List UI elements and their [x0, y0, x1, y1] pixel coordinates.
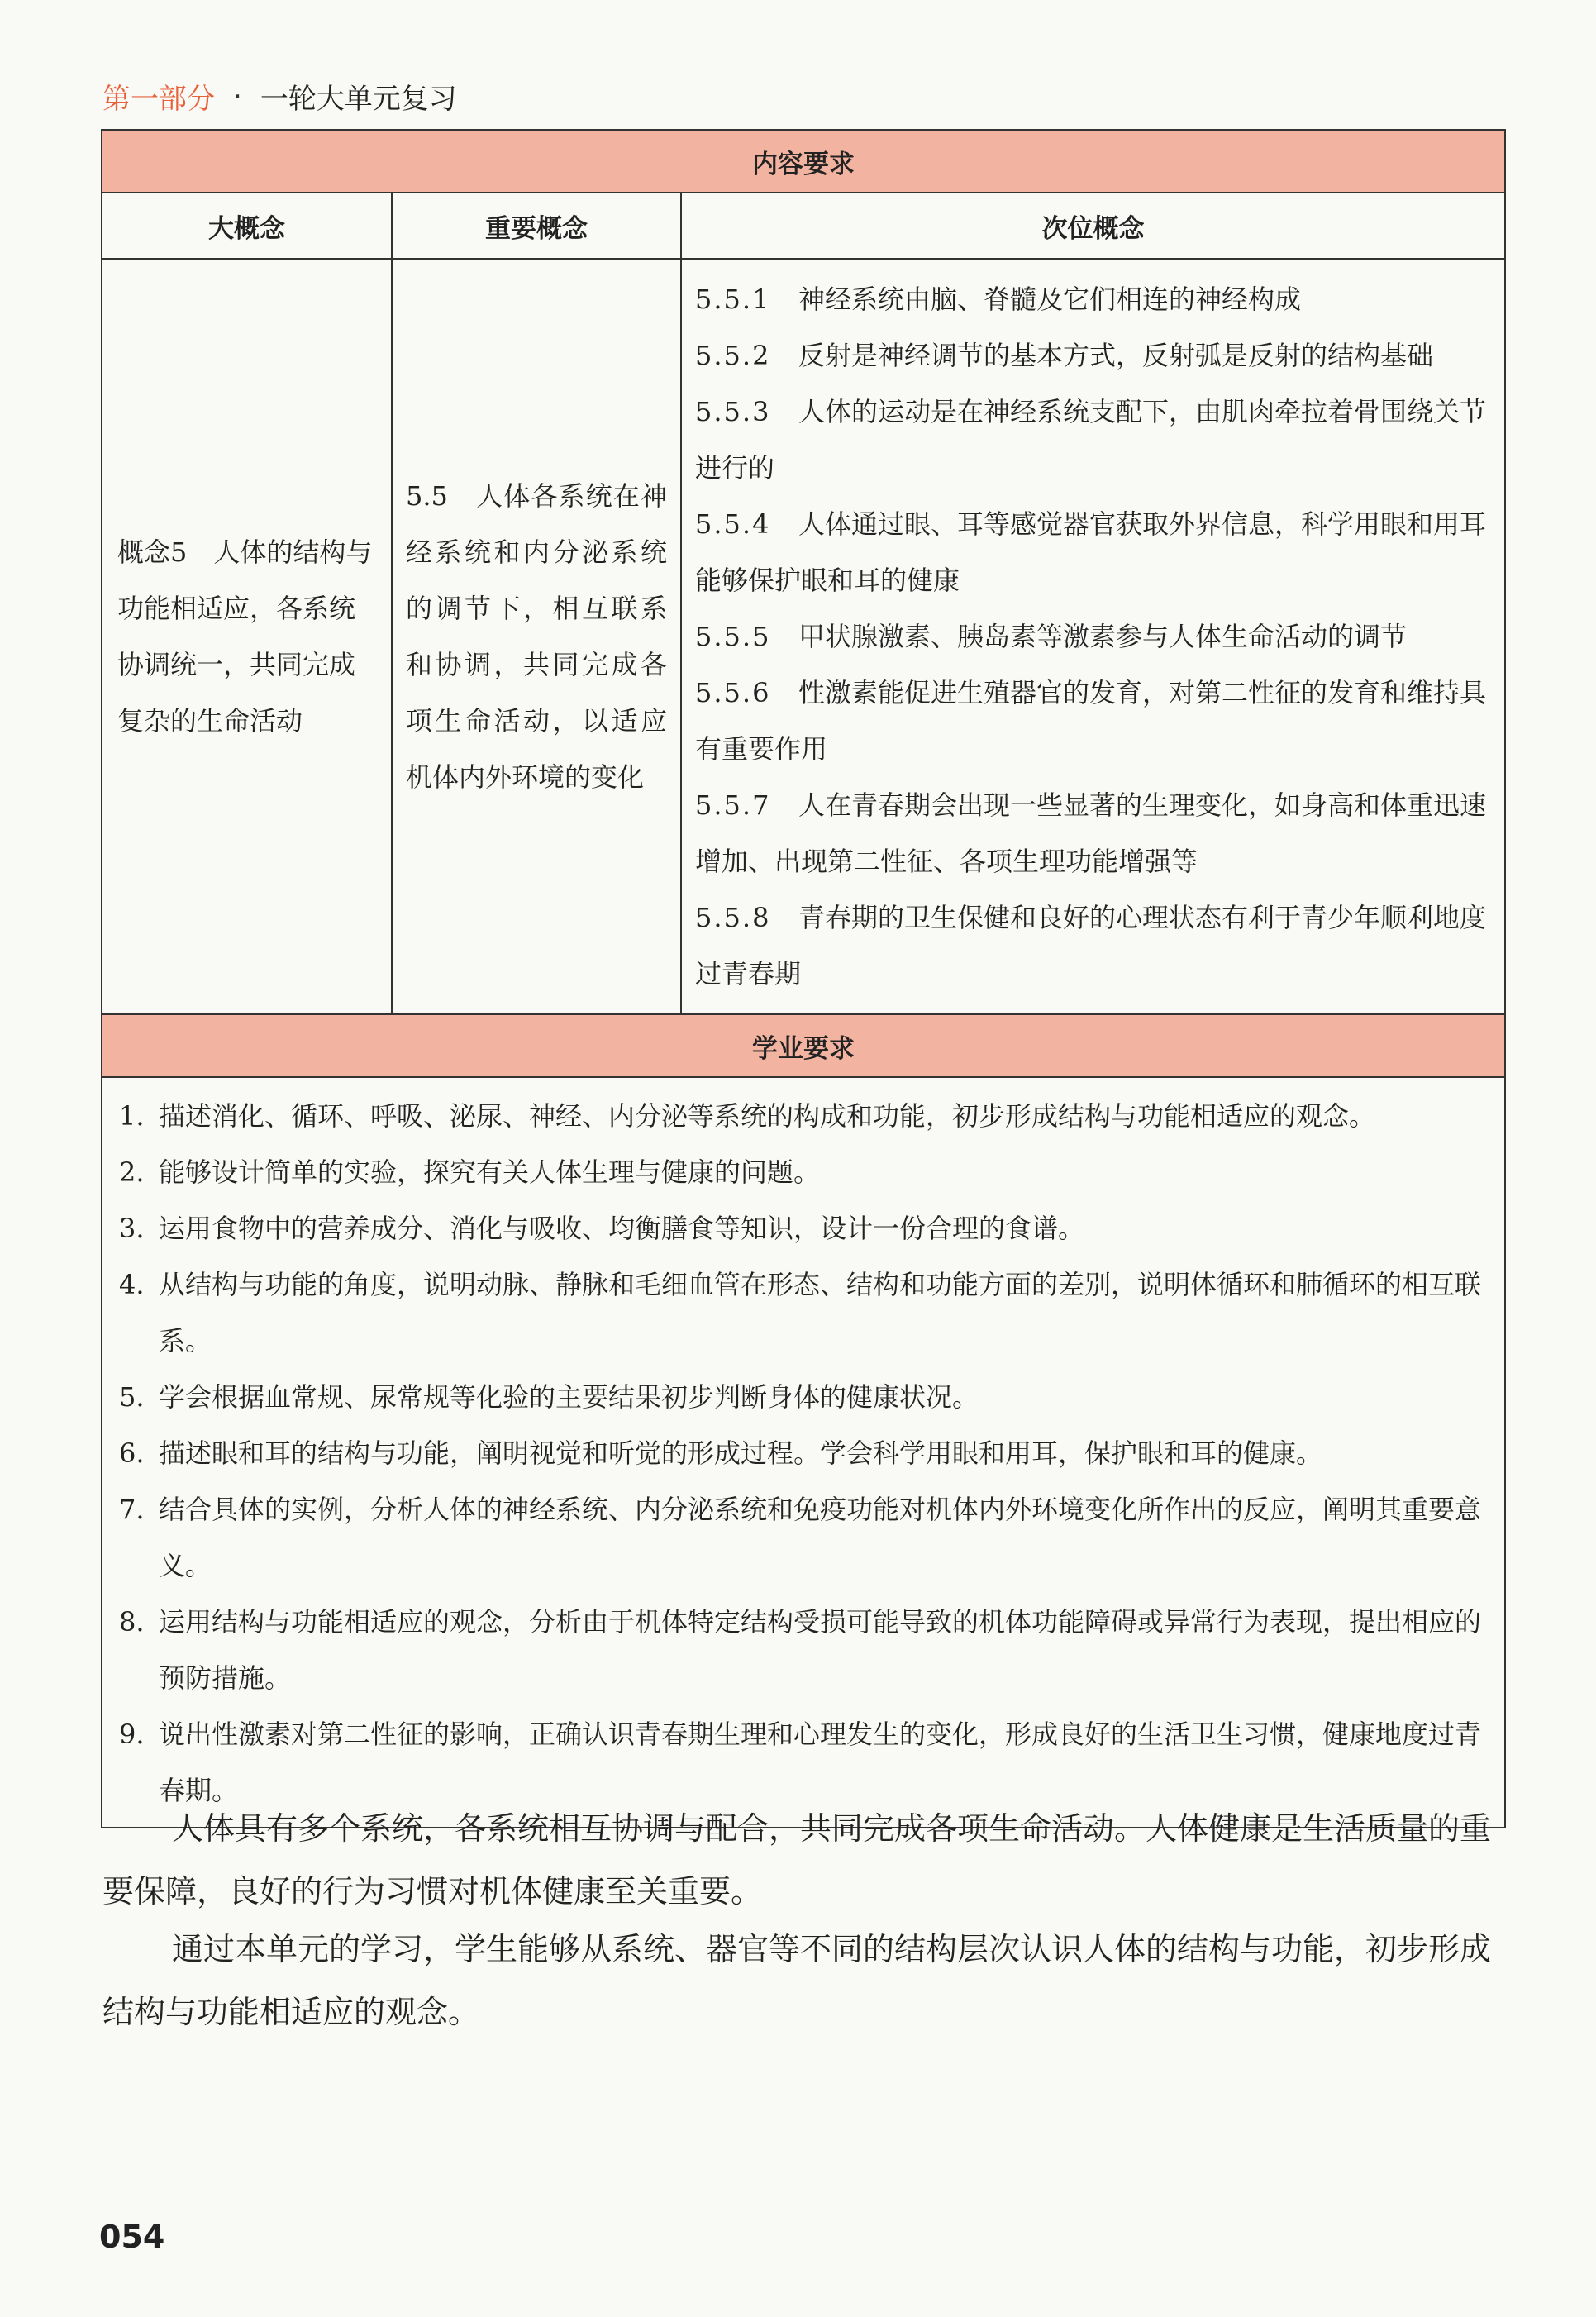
body-paragraph-2: 通过本单元的学习，学生能够从系统、器官等不同的结构层次认识人体的结构与功能，初步形成结构与功能相适应的观念。: [102, 1931, 1492, 2030]
subconcept-item: 5.5.3 人体的运动是在神经系统支配下，由肌肉牵拉着骨围绕关节进行的: [695, 396, 1487, 484]
concept-grid: [102, 193, 1504, 1013]
subconcept-item: 5.5.4 人体通过眼、耳等感觉器官获取外界信息，科学用眼和用耳能够保护眼和耳的健康: [695, 508, 1487, 596]
unit-label: 一轮大单元复习: [260, 83, 457, 116]
running-header: [102, 76, 457, 117]
academic-item: 9. 说出性激素对第二性征的影响，正确认识青春期生理和心理发生的变化，形成良好的生活卫生习惯，健康地度过青春期。: [119, 1719, 1482, 1806]
important-concept-cell: 5.5 人体各系统在神经系统和内分泌系统的调节下，相互联系和协调，共同完成各项生命活动，以适应机体内外环境的变化: [392, 259, 681, 1013]
subconcept-item: 5.5.5 甲状腺激素、胰岛素等激素参与人体生命活动的调节: [695, 621, 1408, 652]
big-concept-cell: 概念5 人体的结构与功能相适应，各系统协调统一，共同完成复杂的生命活动: [102, 259, 392, 1013]
page-number: 054: [99, 2219, 165, 2255]
col-header-big-concept: 大概念: [102, 193, 392, 259]
academic-item: 1. 描述消化、循环、呼吸、泌尿、神经、内分泌等系统的构成和功能，初步形成结构与功能相适应的观念。: [119, 1100, 1376, 1132]
curriculum-table: [101, 129, 1506, 1828]
part-label: 第一部分: [102, 83, 215, 116]
academic-requirements-list: [102, 1078, 1504, 1827]
content-requirements-title: 内容要求: [102, 131, 1504, 193]
academic-requirements-title: 学业要求: [102, 1013, 1504, 1078]
academic-item: 4. 从结构与功能的角度，说明动脉、静脉和毛细血管在形态、结构和功能方面的差别，说明体循环和肺循环的相互联系。: [119, 1269, 1482, 1356]
academic-item: 5. 学会根据血常规、尿常规等化验的主要结果初步判断身体的健康状况。: [119, 1381, 979, 1413]
academic-item: 2. 能够设计简单的实验，探究有关人体生理与健康的问题。: [119, 1156, 821, 1188]
body-paragraph-1: 人体具有多个系统，各系统相互协调与配合，共同完成各项生命活动。人体健康是生活质量的重要保障，良好的行为习惯对机体健康至关重要。: [102, 1810, 1492, 1909]
academic-item: 3. 运用食物中的营养成分、消化与吸收、均衡膳食等知识，设计一份合理的食谱。: [119, 1213, 1085, 1244]
subconcept-item: 5.5.6 性激素能促进生殖器官的发育，对第二性征的发育和维持具有重要作用: [695, 677, 1487, 765]
subconcept-item: 5.5.8 青春期的卫生保健和良好的心理状态有利于青少年顺利地度过青春期: [695, 902, 1487, 989]
subconcept-item: 5.5.1 神经系统由脑、脊髓及它们相连的神经构成: [695, 284, 1302, 315]
subconcept-item: 5.5.2 反射是神经调节的基本方式，反射弧是反射的结构基础: [695, 340, 1434, 371]
col-header-subconcept: 次位概念: [681, 193, 1504, 259]
academic-item: 6. 描述眼和耳的结构与功能，阐明视觉和听觉的形成过程。学会科学用眼和用耳，保护眼和耳的健康。: [119, 1437, 1323, 1469]
col-header-important-concept: 重要概念: [392, 193, 681, 259]
academic-item: 8. 运用结构与功能相适应的观念，分析由于机体特定结构受损可能导致的机体功能障碍或异常行为表现，提出相应的预防措施。: [119, 1606, 1482, 1694]
academic-item: 7. 结合具体的实例，分析人体的神经系统、内分泌系统和免疫功能对机体内外环境变化所作出的反应，阐明其重要意义。: [119, 1494, 1482, 1581]
subconcept-cell: [681, 259, 1504, 1013]
subconcept-item: 5.5.7 人在青春期会出现一些显著的生理变化，如身高和体重迅速增加、出现第二性征、各项生理功能增强等: [695, 789, 1487, 877]
header-separator: ·: [233, 79, 242, 113]
